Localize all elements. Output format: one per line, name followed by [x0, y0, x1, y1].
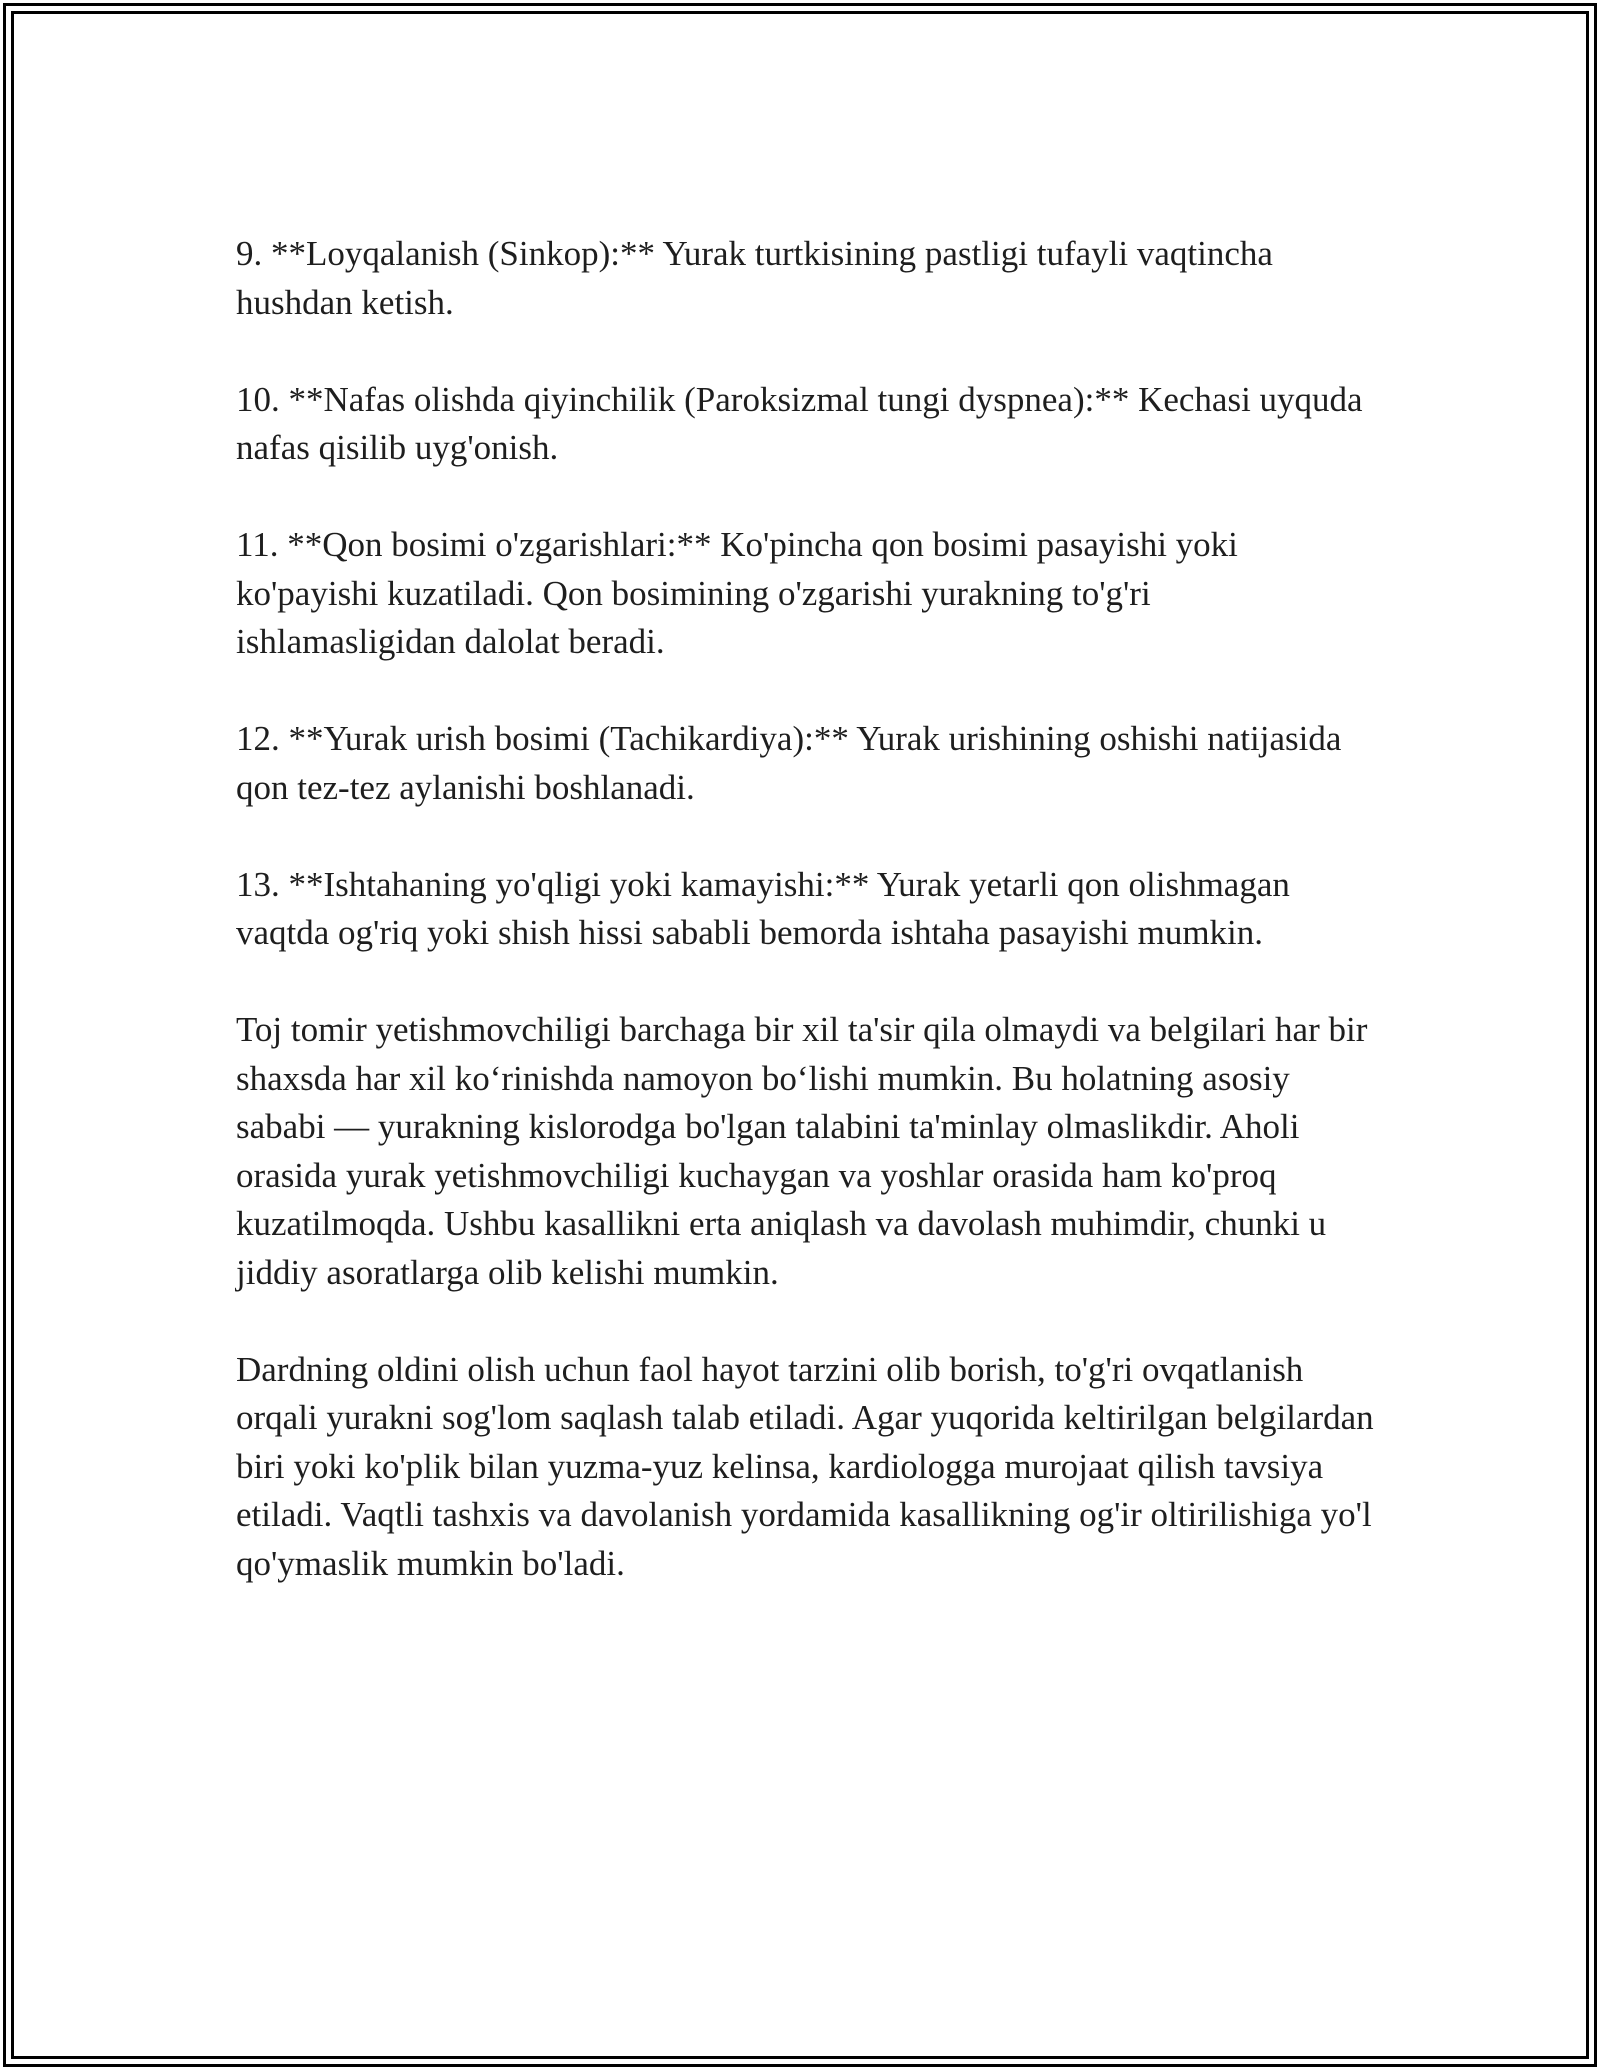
list-item-dyspnea: 10. **Nafas olishda qiyinchilik (Paroksizmal tungi dyspnea):** Kechasi uyquda nafas qisilib uyg'onish.: [236, 379, 1363, 467]
list-item-tachycardia: 12. **Yurak urish bosimi (Tachikardiya):** Yurak urishining oshishi natijasida qon tez-tez aylanishi boshlanadi.: [236, 719, 1342, 807]
paragraph-summary: Toj tomir yetishmovchiligi barchaga bir xil ta'sir qila olmaydi va belgilari har bir shaxsda har xil ko‘rinishda namoyon bo‘lishi mumkin. Bu holatning asosiy sababi — yurakning kislorodga bo'lgan talabini ta'minlay olmaslikdir. Aholi orasida yurak yetishmovchiligi kuchaygan va yoshlar orasida ham ko'proq kuzatilmoqda. Ushbu kasallikni erta aniqlash va davolash muhimdir, chunki u jiddiy asoratlarga olib kelishi mumkin.: [236, 1010, 1368, 1292]
list-item-syncope: 9. **Loyqalanish (Sinkop):** Yurak turtkisining pastligi tufayli vaqtincha hushdan ketish.: [236, 234, 1273, 322]
list-item-appetite: 13. **Ishtahaning yo'qligi yoki kamayishi:** Yurak yetarli qon olishmagan vaqtda og'riq yoki shish hissi sababli bemorda ishtaha pasayishi mumkin.: [236, 864, 1290, 952]
paragraph-prevention: Dardning oldini olish uchun faol hayot tarzini olib borish, to'g'ri ovqatlanish orqali yurakni sog'lom saqlash talab etiladi. Agar yuqorida keltirilgan belgilardan biri yoki ko'plik bilan yuzma-yuz kelinsa, kardiologga murojaat qilish tavsiya etiladi. Vaqtli tashxis va davolanish yordamida kasallikning og'ir oltirilishiga yo'l qo'ymaslik mumkin bo'ladi.: [236, 1349, 1374, 1583]
list-item-blood-pressure: 11. **Qon bosimi o'zgarishlari:** Ko'pincha qon bosimi pasayishi yoki ko'payishi kuzatiladi. Qon bosimining o'zgarishi yurakning to'g'ri ishlamasligidan dalolat beradi.: [236, 525, 1238, 661]
document-body: [236, 230, 1376, 1637]
